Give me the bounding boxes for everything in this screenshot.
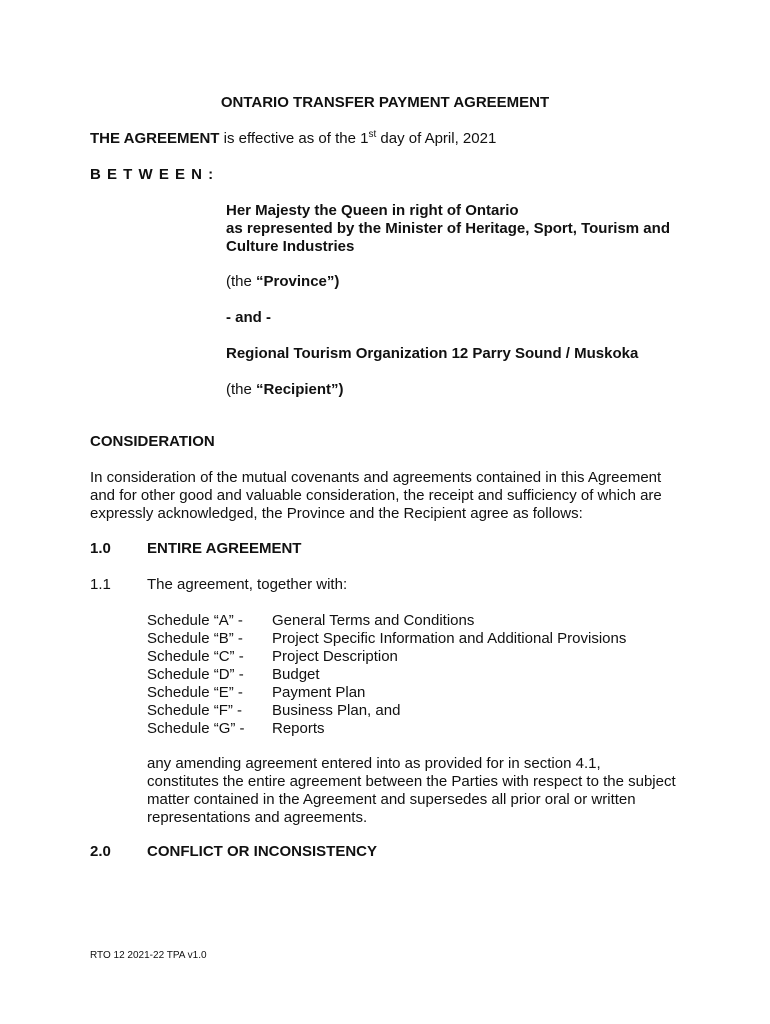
province-line-3: Culture Industries	[226, 238, 355, 255]
recipient-name: Regional Tourism Organization 12 Parry Sound / Muskoka	[226, 345, 639, 362]
closing-line: constitutes the entire agreement between the Parties with respect to the subject	[147, 773, 676, 790]
schedule-name: Schedule “G” -	[147, 720, 245, 737]
effective-text: is effective as of the 1	[219, 130, 369, 147]
schedule-name: Schedule “F” -	[147, 702, 243, 719]
document-title: ONTARIO TRANSFER PAYMENT AGREEMENT	[220, 94, 550, 111]
section-2-number: 2.0	[90, 843, 111, 860]
schedule-description: Project Description	[272, 648, 398, 665]
recipient-role-name: “Recipient”)	[256, 381, 344, 398]
schedule-name: Schedule “A” -	[147, 612, 243, 629]
and-separator: - and -	[226, 309, 271, 326]
consideration-line: In consideration of the mutual covenants and agreements contained in this Agreement	[90, 469, 662, 486]
province-role-prefix: (the	[226, 273, 257, 290]
section-2-heading: CONFLICT OR INCONSISTENCY	[147, 843, 378, 860]
province-role	[226, 273, 339, 291]
schedule-name: Schedule “E” -	[147, 684, 243, 701]
closing-line: matter contained in the Agreement and supersedes all prior oral or written	[147, 791, 636, 808]
schedule-description: Reports	[272, 720, 325, 737]
schedule-description: Project Specific Information and Additional Provisions	[272, 630, 627, 647]
closing-paragraph	[147, 755, 676, 827]
schedule-description: Business Plan, and	[272, 702, 401, 719]
schedule-description: General Terms and Conditions	[272, 612, 475, 629]
agreement-lead: THE AGREEMENT	[90, 130, 220, 147]
recipient-role-prefix: (the	[226, 381, 257, 398]
clause-1-1-number: 1.1	[90, 576, 111, 593]
province-line-2: as represented by the Minister of Heritage, Sport, Tourism and	[226, 220, 670, 237]
effective-date-line	[90, 130, 496, 148]
province-role-name: “Province”)	[256, 273, 340, 290]
schedule-description: Budget	[272, 666, 320, 683]
closing-line: representations and agreements.	[147, 809, 368, 826]
clause-1-1-text: The agreement, together with:	[147, 576, 348, 593]
schedule-description: Payment Plan	[272, 684, 366, 701]
document-footer: RTO 12 2021-22 TPA v1.0	[90, 950, 207, 961]
consideration-line: and for other good and valuable consideration, the receipt and sufficiency of which are	[90, 487, 662, 504]
closing-line: any amending agreement entered into as provided for in section 4.1,	[147, 755, 601, 772]
ordinal-suffix: st	[368, 129, 377, 140]
schedule-list	[147, 612, 667, 738]
recipient-role	[226, 381, 344, 399]
province-party-block	[226, 202, 670, 256]
section-1-heading: ENTIRE AGREEMENT	[147, 540, 302, 557]
consideration-heading: CONSIDERATION	[90, 433, 215, 450]
consideration-paragraph	[90, 469, 662, 523]
section-1-number: 1.0	[90, 540, 111, 557]
schedule-name: Schedule “C” -	[147, 648, 244, 665]
schedule-name: Schedule “B” -	[147, 630, 243, 647]
schedule-name: Schedule “D” -	[147, 666, 244, 683]
consideration-line: expressly acknowledged, the Province and the Recipient agree as follows:	[90, 505, 583, 522]
province-line-1: Her Majesty the Queen in right of Ontario	[226, 202, 519, 219]
effective-date-text: day of April, 2021	[376, 130, 497, 147]
between-label: B E T W E E N :	[90, 166, 215, 183]
